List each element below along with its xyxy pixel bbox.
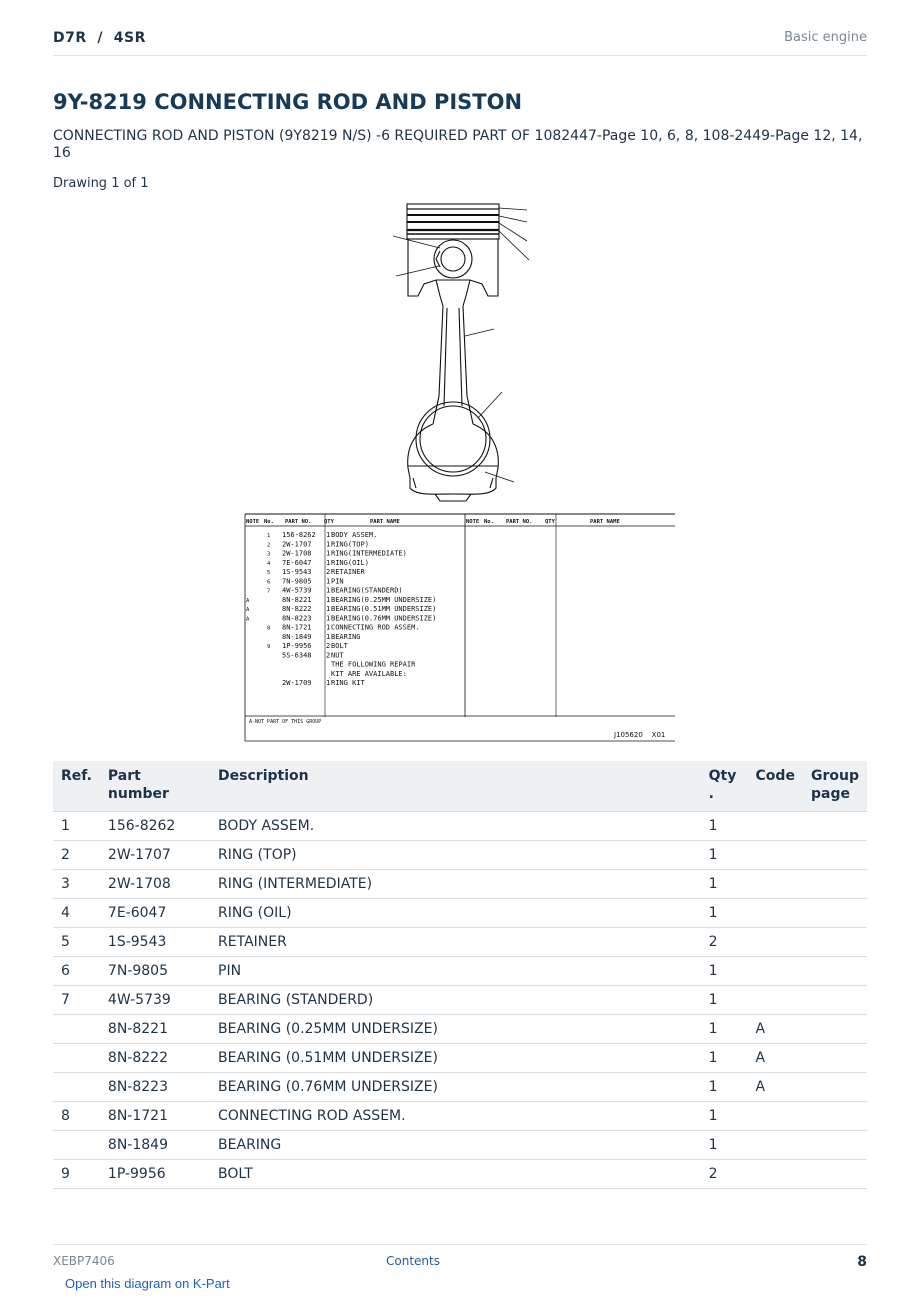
description-cell: RETAINER — [210, 928, 701, 957]
group-page-cell — [803, 812, 867, 841]
diagram-row-name: BOLT — [331, 642, 348, 650]
diagram-row-name: BEARING(0.25MM UNDERSIZE) — [331, 595, 437, 604]
diagram-table-header: NOTE — [246, 519, 260, 525]
contents-link[interactable]: Contents — [386, 1254, 440, 1268]
diagram-row-name: BEARING(STANDERD) — [331, 586, 403, 595]
part-number-cell: 156-8262 — [100, 812, 210, 841]
group-page-cell — [803, 957, 867, 986]
qty-cell: 1 — [701, 1044, 748, 1073]
diagram-row-part: 8N-1721 — [282, 623, 312, 632]
description-cell: BEARING — [210, 1131, 701, 1160]
part-number-cell: 2W-1707 — [100, 841, 210, 870]
page-header — [53, 28, 867, 56]
table-row — [53, 928, 867, 957]
group-page-cell — [803, 841, 867, 870]
parts-table-header — [53, 761, 867, 812]
diagram-row-name: BODY ASSEM. — [331, 531, 378, 539]
part-number-cell: 7E-6047 — [100, 899, 210, 928]
group-page-cell — [803, 1015, 867, 1044]
diagram-table-header: PART NAME — [590, 519, 620, 525]
diagram-row-name: RING(OIL) — [331, 558, 369, 567]
diagram-row-part: 8N-8222 — [282, 605, 312, 613]
table-row — [53, 957, 867, 986]
ref-cell: 8 — [53, 1102, 100, 1131]
diagram-row-part: 7N-9805 — [282, 577, 312, 586]
callout-leaders — [393, 208, 529, 482]
diagram-row-no: 4 — [267, 560, 271, 567]
ref-cell — [53, 1131, 100, 1160]
code-cell — [748, 841, 803, 870]
qty-cell: 2 — [701, 928, 748, 957]
diagram-table-header: PART NO. — [285, 519, 312, 525]
diagram-row-qty: 1 — [326, 540, 331, 549]
diagram-row-no: 1 — [267, 533, 271, 539]
ref-cell: 6 — [53, 957, 100, 986]
code-cell — [748, 899, 803, 928]
diagram-row-part: 1P-9956 — [282, 642, 312, 650]
code-cell — [748, 957, 803, 986]
table-row — [53, 870, 867, 899]
table-row — [53, 1102, 867, 1131]
part-number-cell: 2W-1708 — [100, 870, 210, 899]
diagram-row-qty: 1 — [326, 558, 331, 567]
table-row — [53, 841, 867, 870]
page-footer — [53, 1244, 867, 1274]
table-row — [53, 899, 867, 928]
part-number-cell: 8N-1849 — [100, 1131, 210, 1160]
diagram-row-part: 5S-6348 — [282, 651, 312, 660]
description-cell: RING (OIL) — [210, 899, 701, 928]
diagram-row-part: 2W-1707 — [282, 540, 312, 549]
diagram-row-qty: 2 — [326, 651, 331, 660]
part-number-cell: 1S-9543 — [100, 928, 210, 957]
diagram-row-qty: 1 — [326, 623, 331, 632]
header-ref: Ref. — [53, 761, 100, 812]
code-cell — [748, 1160, 803, 1189]
ref-cell: 3 — [53, 870, 100, 899]
diagram-row-part: 1S-9543 — [282, 568, 312, 576]
diagram-code: J105620 X01 — [614, 731, 666, 739]
description-cell: BEARING (0.76MM UNDERSIZE) — [210, 1073, 701, 1102]
diagram-row-no: 2 — [267, 542, 271, 549]
diagram-row-name: RING KIT — [331, 679, 365, 687]
table-row — [53, 1073, 867, 1102]
diagram-row-qty: 2 — [326, 642, 331, 650]
header-code: Code — [748, 761, 803, 812]
group-page-cell — [803, 1073, 867, 1102]
diagram-row-qty: 1 — [326, 632, 331, 641]
page-title: 9Y-8219 CONNECTING ROD AND PISTON — [53, 90, 523, 114]
diagram-row-qty: 1 — [326, 577, 331, 586]
description-cell: BEARING (0.51MM UNDERSIZE) — [210, 1044, 701, 1073]
code-cell — [748, 1131, 803, 1160]
qty-cell: 1 — [701, 812, 748, 841]
section-label: Basic engine — [784, 30, 867, 45]
qty-cell: 1 — [701, 870, 748, 899]
description-cell: BOLT — [210, 1160, 701, 1189]
description-cell: BEARING (0.25MM UNDERSIZE) — [210, 1015, 701, 1044]
diagram-table-header: PART NO. — [506, 519, 533, 525]
page-number: 8 — [857, 1254, 867, 1270]
table-row — [53, 812, 867, 841]
ref-cell: 4 — [53, 899, 100, 928]
diagram-row-name: BEARING — [331, 632, 361, 641]
diagram-row-qty: 1 — [326, 679, 331, 687]
ref-cell — [53, 1044, 100, 1073]
table-row — [53, 986, 867, 1015]
diagram-row-name: NUT — [331, 651, 344, 660]
header-part-number: Part number — [100, 761, 210, 812]
qty-cell: 1 — [701, 986, 748, 1015]
diagram-row-no: 5 — [267, 570, 271, 576]
document-id: XEBP7406 — [53, 1254, 115, 1268]
diagram-row-name: RING(TOP) — [331, 540, 369, 549]
diagram-table-header: No. — [484, 519, 494, 525]
code-cell — [748, 812, 803, 841]
diagram-row-no: 8 — [267, 625, 271, 632]
part-number-cell: 7N-9805 — [100, 957, 210, 986]
diagram-table-header: QTY — [545, 519, 555, 525]
diagram-row-qty: 1 — [326, 614, 331, 623]
diagram-row-note: A — [246, 616, 250, 623]
parts-diagram[interactable] — [240, 196, 680, 744]
ref-cell: 9 — [53, 1160, 100, 1189]
group-page-cell — [803, 1131, 867, 1160]
diagram-row-qty: 1 — [326, 605, 331, 613]
diagram-row-part: 7E-6047 — [282, 558, 312, 567]
diagram-row-qty: 1 — [326, 586, 331, 595]
diagram-row-part: 8N-1849 — [282, 632, 312, 641]
qty-cell: 1 — [701, 1102, 748, 1131]
diagram-row-name: KIT ARE AVAILABLE: — [331, 669, 407, 678]
header-qty: Qty . — [701, 761, 748, 812]
diagram-row-name: BEARING(0.76MM UNDERSIZE) — [331, 614, 437, 623]
qty-cell: 2 — [701, 1160, 748, 1189]
description-cell: BEARING (STANDERD) — [210, 986, 701, 1015]
group-page-cell — [803, 870, 867, 899]
diagram-row-no: 6 — [267, 579, 271, 586]
group-page-cell — [803, 899, 867, 928]
diagram-row-note: A — [246, 597, 250, 604]
diagram-row-no: 3 — [267, 551, 271, 558]
ref-cell: 7 — [53, 986, 100, 1015]
diagram-row-qty: 1 — [326, 549, 331, 558]
ref-cell — [53, 1015, 100, 1044]
model-label: D7R / 4SR — [53, 30, 146, 46]
diagram-table-header: NOTE — [466, 519, 480, 525]
diagram-row-part: 8N-8221 — [282, 595, 312, 604]
qty-cell: 1 — [701, 1131, 748, 1160]
part-number-cell: 8N-8222 — [100, 1044, 210, 1073]
table-row — [53, 1131, 867, 1160]
part-number-cell: 8N-8221 — [100, 1015, 210, 1044]
qty-cell: 1 — [701, 1073, 748, 1102]
diagram-row-part: 2W-1709 — [282, 679, 312, 687]
group-page-cell — [803, 928, 867, 957]
group-page-cell — [803, 986, 867, 1015]
diagram-table-header: PART NAME — [370, 519, 400, 525]
code-cell: A — [748, 1073, 803, 1102]
diagram-row-part: 156-8262 — [282, 531, 316, 539]
diagram-parts-table — [245, 514, 675, 741]
code-cell — [748, 1102, 803, 1131]
diagram-row-qty: 2 — [326, 568, 331, 576]
code-cell: A — [748, 1015, 803, 1044]
group-page-cell — [803, 1044, 867, 1073]
ref-cell — [53, 1073, 100, 1102]
code-cell — [748, 870, 803, 899]
header-description: Description — [210, 761, 701, 812]
table-row — [53, 1015, 867, 1044]
description-cell: CONNECTING ROD ASSEM. — [210, 1102, 701, 1131]
drawing-count-label: Drawing 1 of 1 — [53, 176, 149, 191]
diagram-row-name: RETAINER — [331, 568, 365, 576]
ref-cell: 5 — [53, 928, 100, 957]
diagram-row-no: 9 — [267, 644, 271, 650]
diagram-footnote: A-NOT PART OF THIS GROUP — [249, 719, 322, 725]
qty-cell: 1 — [701, 899, 748, 928]
qty-cell: 1 — [701, 957, 748, 986]
diagram-row-name: PIN — [331, 577, 344, 586]
ref-cell: 2 — [53, 841, 100, 870]
description-cell: PIN — [210, 957, 701, 986]
diagram-row-qty: 1 — [326, 531, 331, 539]
description-cell: RING (TOP) — [210, 841, 701, 870]
diagram-row-part: 4W-5739 — [282, 586, 312, 595]
diagram-table-header: QTY — [324, 519, 334, 525]
table-row — [53, 1160, 867, 1189]
diagram-row-qty: 1 — [326, 595, 331, 604]
part-number-cell: 8N-8223 — [100, 1073, 210, 1102]
part-number-cell: 1P-9956 — [100, 1160, 210, 1189]
qty-cell: 1 — [701, 1015, 748, 1044]
part-number-cell: 8N-1721 — [100, 1102, 210, 1131]
open-kpart-link[interactable]: Open this diagram on K-Part — [65, 1276, 230, 1291]
diagram-row-part: 2W-1708 — [282, 549, 312, 558]
ref-cell: 1 — [53, 812, 100, 841]
diagram-row-no: 7 — [267, 588, 271, 595]
diagram-row-name: BEARING(0.51MM UNDERSIZE) — [331, 605, 437, 613]
parts-table — [53, 761, 867, 1189]
piston-rod-drawing — [407, 204, 499, 501]
diagram-row-name: THE FOLLOWING REPAIR — [331, 660, 416, 669]
part-number-cell: 4W-5739 — [100, 986, 210, 1015]
code-cell — [748, 928, 803, 957]
group-page-cell — [803, 1160, 867, 1189]
code-cell: A — [748, 1044, 803, 1073]
qty-cell: 1 — [701, 841, 748, 870]
diagram-row-note: A — [246, 607, 250, 613]
group-page-cell — [803, 1102, 867, 1131]
page-subtitle: CONNECTING ROD AND PISTON (9Y8219 N/S) -6 REQUIRED PART OF 1082447-Page 10, 6, 8, 108-2449-Page 12, 14, 16 — [53, 128, 863, 161]
description-cell: RING (INTERMEDIATE) — [210, 870, 701, 899]
table-row — [53, 1044, 867, 1073]
header-group-page: Group page — [803, 761, 867, 812]
diagram-row-name: RING(INTERMEDIATE) — [331, 549, 407, 558]
description-cell: BODY ASSEM. — [210, 812, 701, 841]
code-cell — [748, 986, 803, 1015]
diagram-row-part: 8N-8223 — [282, 614, 312, 623]
diagram-table-header: No. — [264, 519, 274, 525]
diagram-row-name: CONNECTING ROD ASSEM. — [331, 623, 420, 632]
